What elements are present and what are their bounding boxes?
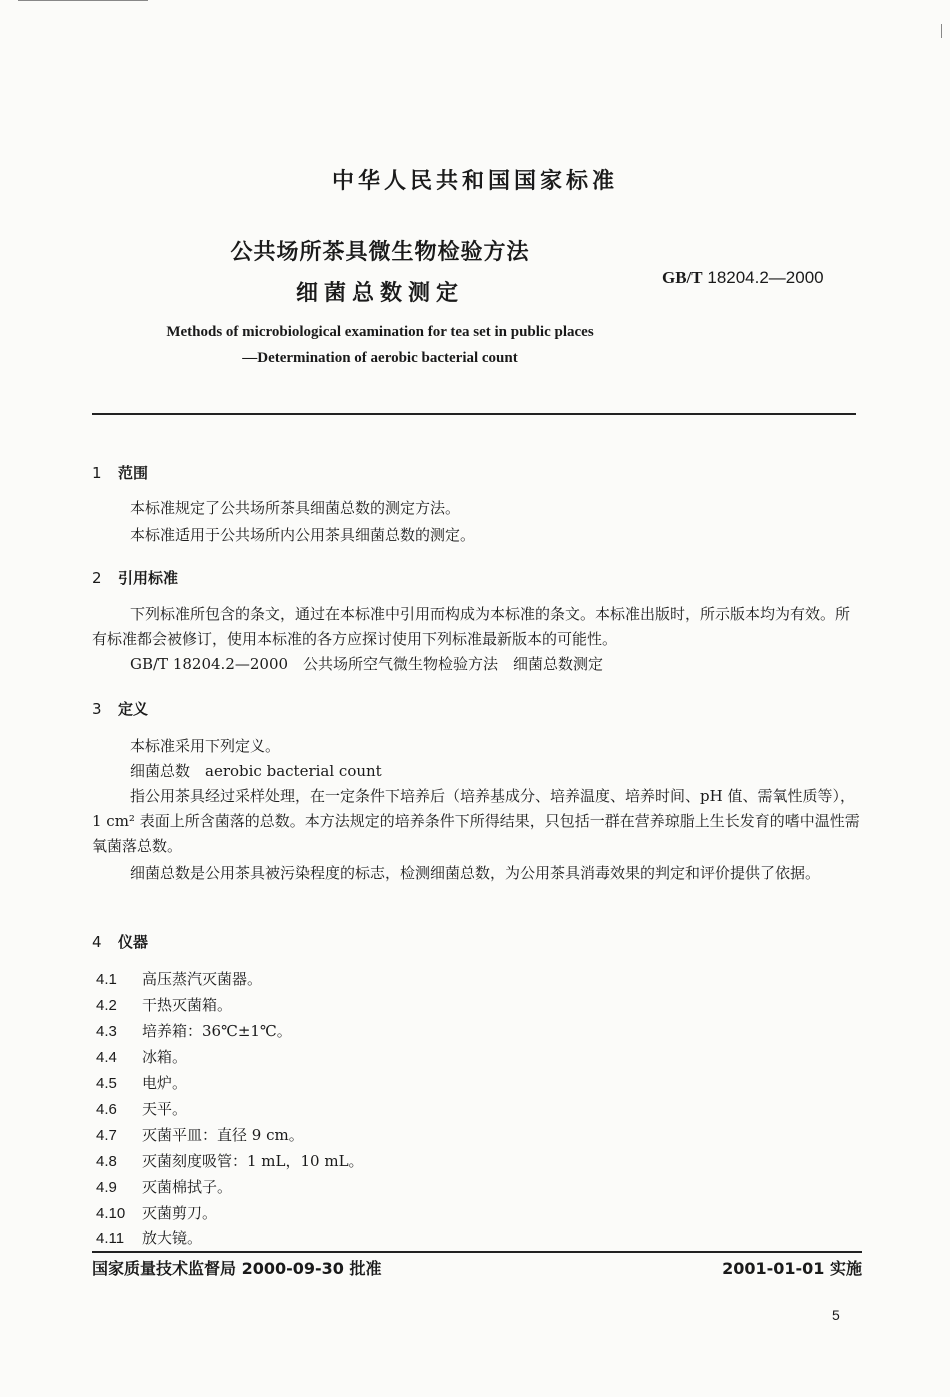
section-title: 定义	[118, 700, 149, 718]
list-item	[96, 1098, 187, 1119]
scan-artifact-line	[18, 0, 148, 1]
section-number: 4	[92, 933, 102, 951]
scan-artifact-mark	[941, 24, 942, 38]
item-number: 4.3	[96, 1023, 117, 1040]
paragraph: 细菌总数是公用茶具被污染程度的标志，检测细菌总数，为公用茶具消毒效果的判定和评价提供了依据。	[130, 864, 821, 882]
title-cn-line2: 细菌总数测定	[295, 281, 464, 306]
item-text: 高压蒸汽灭菌器。	[142, 970, 263, 988]
section-number: 2	[92, 569, 102, 587]
paragraph-reference: GB/T 18204.2—2000 公共场所空气微生物检验方法 细菌总数测定	[130, 655, 604, 673]
item-text: 灭菌棉拭子。	[142, 1178, 233, 1196]
section-title: 范围	[118, 464, 149, 482]
item-text: 放大镜。	[142, 1229, 203, 1247]
item-number: 4.5	[96, 1075, 117, 1092]
item-number: 4.1	[96, 971, 117, 988]
paragraph: 指公用茶具经过采样处理，在一定条件下培养后（培养基成分、培养温度、培养时间、pH 值、需氧性质等），1 cm² 表面上所含菌落的总数。本方法规定的培养条件下所得结果，只包括一群在营养琼脂上生长发育的嗜中温性需氧菌落总数。	[92, 787, 860, 855]
item-text: 干热灭菌箱。	[142, 996, 233, 1014]
item-text: 培养箱：36℃±1℃。	[142, 1022, 292, 1040]
section-number: 3	[92, 700, 102, 718]
section-4-heading	[92, 931, 148, 952]
section-1-heading	[92, 462, 148, 483]
section-2-heading	[92, 567, 178, 588]
section-3-heading	[92, 698, 148, 719]
list-item	[96, 1227, 202, 1248]
page-number: 5	[832, 1307, 840, 1323]
standard-code	[662, 268, 824, 288]
title-en-line2: —Determination of aerobic bacterial count	[242, 350, 518, 366]
list-item	[96, 994, 232, 1015]
approval-info: 国家质量技术监督局 2000-09-30 批准	[92, 1259, 382, 1278]
section-title: 仪器	[118, 933, 149, 951]
definition-term: 细菌总数 aerobic bacterial count	[130, 762, 382, 780]
footer-divider	[92, 1251, 862, 1253]
list-item	[96, 1020, 292, 1041]
list-item	[96, 1072, 187, 1093]
item-text: 电炉。	[142, 1074, 188, 1092]
header-divider	[92, 413, 856, 415]
list-item	[96, 1150, 364, 1171]
paragraph: 本标准规定了公共场所茶具细菌总数的测定方法。	[130, 499, 461, 517]
item-number: 4.11	[96, 1230, 125, 1247]
item-text: 天平。	[142, 1100, 188, 1118]
list-item	[96, 1202, 217, 1223]
implementation-date: 2001-01-01 实施	[722, 1259, 862, 1278]
code-prefix: GB/T	[662, 268, 703, 287]
item-text: 灭菌刻度吸管：1 mL，10 mL。	[142, 1152, 364, 1170]
item-number: 4.10	[96, 1205, 126, 1222]
list-item	[96, 968, 262, 989]
standard-type-heading: 中华人民共和国国家标准	[331, 169, 618, 194]
section-number: 1	[92, 464, 102, 482]
list-item	[96, 1124, 304, 1145]
item-text: 冰箱。	[142, 1048, 188, 1066]
section-title: 引用标准	[118, 569, 179, 587]
item-number: 4.6	[96, 1101, 117, 1118]
paragraph: 下列标准所包含的条文，通过在本标准中引用而构成为本标准的条文。本标准出版时，所示版本均为有效。所有标准都会被修订，使用本标准的各方应探讨使用下列标准最新版本的可能性。	[92, 605, 851, 648]
item-text: 灭菌剪刀。	[142, 1204, 218, 1222]
item-number: 4.2	[96, 997, 117, 1014]
list-item	[96, 1046, 187, 1067]
item-number: 4.7	[96, 1127, 117, 1144]
item-number: 4.9	[96, 1179, 117, 1196]
paragraph: 本标准采用下列定义。	[130, 737, 281, 755]
item-number: 4.4	[96, 1049, 117, 1066]
item-number: 4.8	[96, 1153, 117, 1170]
title-en-line1: Methods of microbiological examination for tea set in public places	[166, 324, 594, 340]
item-text: 灭菌平皿：直径 9 cm。	[142, 1126, 304, 1144]
list-item	[96, 1176, 232, 1197]
code-number: 18204.2—2000	[707, 268, 824, 287]
title-cn-line1: 公共场所茶具微生物检验方法	[230, 240, 530, 265]
paragraph: 本标准适用于公共场所内公用茶具细菌总数的测定。	[130, 526, 476, 544]
